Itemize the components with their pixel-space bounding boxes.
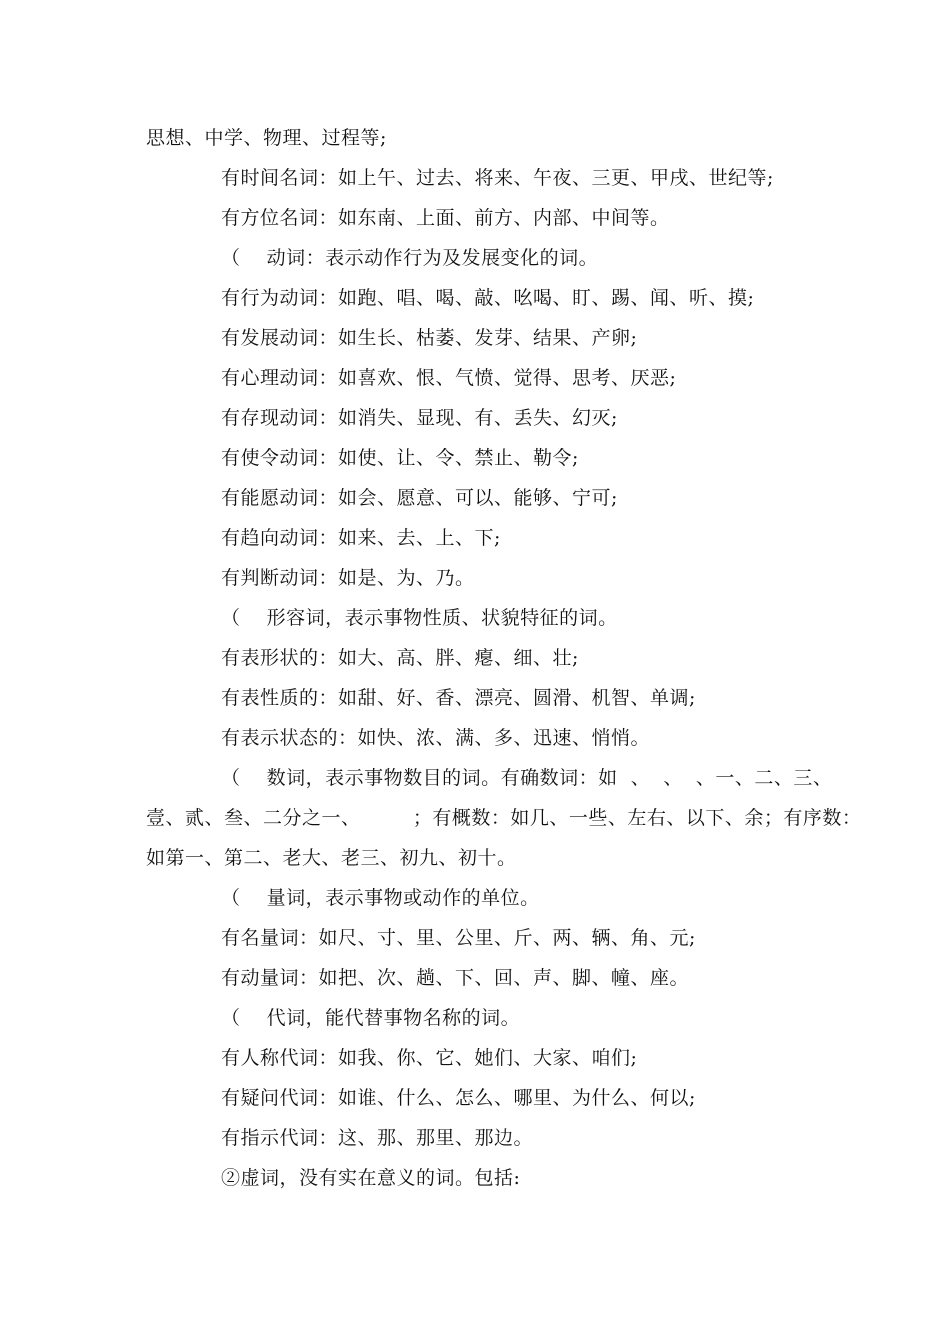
text-line-15: 有表性质的：如甜、好、香、漂亮、圆滑、机智、单调; <box>221 687 696 709</box>
text-line-6: 有发展动词：如生长、枯萎、发芽、结果、产卵; <box>221 327 638 349</box>
text-line-12: 有判断动词：如是、为、乃。 <box>221 567 475 589</box>
text-line-24: 有人称代词：如我、你、它、她们、大家、咱们; <box>221 1047 638 1069</box>
text-line-4: （ 动词：表示动作行为及发展变化的词。 <box>221 247 599 269</box>
text-line-23: （ 代词，能代替事物名称的词。 <box>221 1007 521 1029</box>
text-line-20: （ 量词，表示事物或动作的单位。 <box>221 887 540 909</box>
text-line-26: 有指示代词：这、那、那里、那边。 <box>221 1127 534 1149</box>
text-line-18: 壹、贰、叁、二分之一、 ；有概数：如几、一些、左右、以下、余；有序数： <box>146 807 862 829</box>
text-line-2: 有时间名词：如上午、过去、将来、午夜、三更、甲戌、世纪等; <box>221 167 774 189</box>
text-line-11: 有趋向动词：如来、去、上、下; <box>221 527 501 549</box>
text-line-25: 有疑问代词：如谁、什么、怎么、哪里、为什么、何以; <box>221 1087 696 1109</box>
text-line-10: 有能愿动词：如会、愿意、可以、能够、宁可; <box>221 487 618 509</box>
text-line-17: （ 数词，表示事物数目的词。有确数词：如 、 、 、一、二、三、 <box>221 767 833 789</box>
text-line-7: 有心理动词：如喜欢、恨、气愤、觉得、思考、厌恶; <box>221 367 677 389</box>
text-line-3: 有方位名词：如东南、上面、前方、内部、中间等。 <box>221 207 670 229</box>
text-line-13: （ 形容词，表示事物性质、状貌特征的词。 <box>221 607 618 629</box>
text-line-1: 思想、中学、物理、过程等; <box>146 127 387 149</box>
text-line-9: 有使令动词：如使、让、令、禁止、勒令; <box>221 447 579 469</box>
text-line-14: 有表形状的：如大、高、胖、瘪、细、壮; <box>221 647 579 669</box>
text-line-22: 有动量词：如把、次、趟、下、回、声、脚、幢、座。 <box>221 967 690 989</box>
text-line-27: ②虚词，没有实在意义的词。包括: <box>221 1167 521 1189</box>
text-line-8: 有存现动词：如消失、显现、有、丢失、幻灭; <box>221 407 618 429</box>
text-line-21: 有名量词：如尺、寸、里、公里、斤、两、辆、角、元; <box>221 927 696 949</box>
text-line-19: 如第一、第二、老大、老三、初九、初十。 <box>146 847 517 869</box>
text-line-5: 有行为动词：如跑、唱、喝、敲、吆喝、盯、踢、闻、听、摸; <box>221 287 755 309</box>
text-line-16: 有表示状态的：如快、浓、满、多、迅速、悄悄。 <box>221 727 651 749</box>
